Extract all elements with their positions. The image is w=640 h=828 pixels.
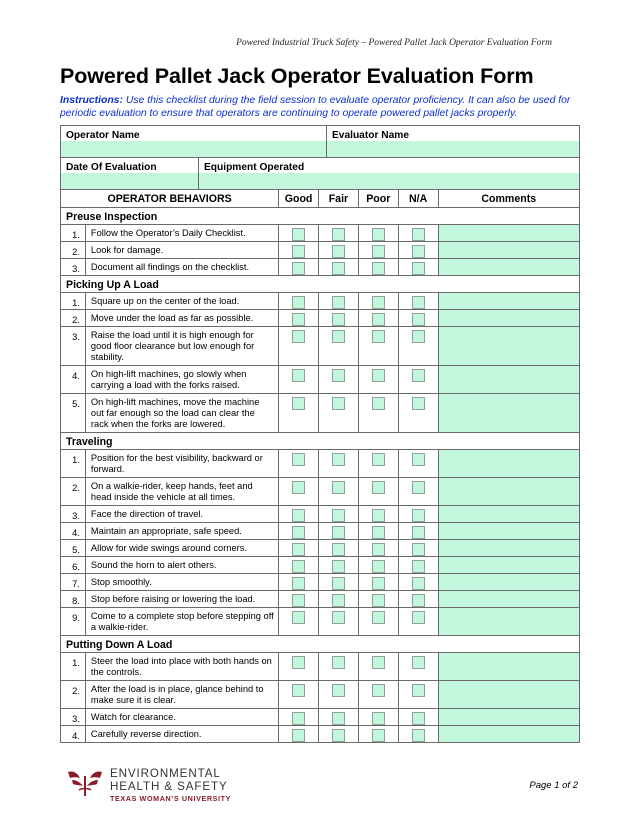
- rating-cell-good: [278, 450, 318, 477]
- equipment-cell: [198, 158, 579, 189]
- rating-cell-poor: [358, 608, 398, 635]
- rating-cell-poor: [358, 366, 398, 393]
- rating-cell-na: [398, 523, 438, 539]
- rating-checkbox-poor[interactable]: [372, 560, 385, 573]
- rating-checkbox-fair[interactable]: [332, 712, 345, 725]
- rating-checkbox-fair[interactable]: [332, 262, 345, 275]
- behavior-text: On high-lift machines, move the machine out far enough so the load can clear the rack when the forks are lowered.: [85, 394, 278, 432]
- rating-checkbox-na[interactable]: [412, 330, 425, 343]
- rating-cell-fair: [318, 242, 358, 258]
- logo-university: TEXAS WOMAN’S UNIVERSITY: [110, 794, 232, 803]
- rating-cell-fair: [318, 506, 358, 522]
- instructions-text: Use this checklist during the field session to evaluate operator proficiency. It can also be used for periodic evaluation to ensure that operators are continuing to operate powered pallet jacks properly.: [60, 95, 571, 119]
- instructions-label: Instructions:: [60, 95, 123, 106]
- rating-checkbox-poor[interactable]: [372, 577, 385, 590]
- comments-field[interactable]: [438, 726, 579, 742]
- item-number: 2.: [72, 247, 80, 257]
- operator-name-label: Operator Name: [66, 130, 140, 141]
- rating-checkbox-good[interactable]: [292, 560, 305, 573]
- rating-checkbox-na[interactable]: [412, 560, 425, 573]
- rating-cell-na: [398, 557, 438, 573]
- rating-cell-good: [278, 259, 318, 275]
- comments-field[interactable]: [438, 653, 579, 680]
- rating-cell-poor: [358, 478, 398, 505]
- rating-cell-poor: [358, 310, 398, 326]
- ehs-emblem-icon: [66, 768, 104, 798]
- rating-checkbox-poor[interactable]: [372, 594, 385, 607]
- rating-checkbox-poor[interactable]: [372, 228, 385, 241]
- rating-cell-poor: [358, 653, 398, 680]
- rating-cell-poor: [358, 709, 398, 725]
- comments-field[interactable]: [438, 681, 579, 708]
- rating-checkbox-poor[interactable]: [372, 369, 385, 382]
- rating-cell-na: [398, 681, 438, 708]
- rating-checkbox-poor[interactable]: [372, 712, 385, 725]
- behavior-text: Document all findings on the checklist.: [85, 259, 278, 275]
- behavior-text: Position for the best visibility, backward or forward.: [85, 450, 278, 477]
- comments-field[interactable]: [438, 506, 579, 522]
- rating-cell-poor: [358, 293, 398, 309]
- rating-cell-good: [278, 327, 318, 365]
- instructions: [60, 95, 590, 120]
- item-number: 4.: [72, 371, 80, 381]
- rating-checkbox-na[interactable]: [412, 509, 425, 522]
- behavior-text: Maintain an appropriate, safe speed.: [85, 523, 278, 539]
- rating-checkbox-fair[interactable]: [332, 577, 345, 590]
- behavior-text: Face the direction of travel.: [85, 506, 278, 522]
- date-of-evaluation-label: Date Of Evaluation: [66, 162, 157, 173]
- rating-checkbox-good[interactable]: [292, 296, 305, 309]
- rating-checkbox-poor[interactable]: [372, 262, 385, 275]
- rating-cell-na: [398, 540, 438, 556]
- behavior-text: Stop smoothly.: [85, 574, 278, 590]
- table-row: [61, 242, 579, 259]
- item-number: 1.: [72, 230, 80, 240]
- rating-cell-na: [398, 478, 438, 505]
- rating-checkbox-na[interactable]: [412, 228, 425, 241]
- comments-field[interactable]: [438, 394, 579, 432]
- comments-field[interactable]: [438, 366, 579, 393]
- rating-cell-poor: [358, 726, 398, 742]
- rating-checkbox-poor[interactable]: [372, 397, 385, 410]
- rating-checkbox-fair[interactable]: [332, 245, 345, 258]
- table-row: [61, 225, 579, 242]
- rating-checkbox-na[interactable]: [412, 656, 425, 669]
- rating-checkbox-na[interactable]: [412, 594, 425, 607]
- rating-cell-na: [398, 310, 438, 326]
- rating-checkbox-good[interactable]: [292, 656, 305, 669]
- rating-checkbox-poor[interactable]: [372, 543, 385, 556]
- rating-cell-fair: [318, 726, 358, 742]
- rating-checkbox-na[interactable]: [412, 577, 425, 590]
- table-row: [61, 293, 579, 310]
- rating-checkbox-fair[interactable]: [332, 481, 345, 494]
- rating-checkbox-fair[interactable]: [332, 453, 345, 466]
- rating-checkbox-good[interactable]: [292, 228, 305, 241]
- rating-checkbox-poor[interactable]: [372, 330, 385, 343]
- rating-cell-fair: [318, 540, 358, 556]
- rating-checkbox-na[interactable]: [412, 729, 425, 742]
- table-row: [61, 478, 579, 506]
- rating-cell-na: [398, 327, 438, 365]
- rating-checkbox-poor[interactable]: [372, 526, 385, 539]
- rating-checkbox-na[interactable]: [412, 611, 425, 624]
- header-na: N/A: [398, 190, 438, 207]
- date-cell: [61, 158, 198, 189]
- rating-cell-good: [278, 709, 318, 725]
- rating-checkbox-fair[interactable]: [332, 509, 345, 522]
- rating-cell-na: [398, 726, 438, 742]
- rating-cell-poor: [358, 681, 398, 708]
- rating-cell-poor: [358, 259, 398, 275]
- rating-checkbox-fair[interactable]: [332, 656, 345, 669]
- rating-cell-fair: [318, 574, 358, 590]
- rating-cell-fair: [318, 293, 358, 309]
- rating-checkbox-good[interactable]: [292, 543, 305, 556]
- item-number: 5.: [72, 399, 80, 409]
- rating-checkbox-fair[interactable]: [332, 611, 345, 624]
- comments-field[interactable]: [438, 557, 579, 573]
- evaluator-name-field[interactable]: [327, 141, 579, 157]
- rating-checkbox-poor[interactable]: [372, 245, 385, 258]
- comments-field[interactable]: [438, 293, 579, 309]
- comments-field[interactable]: [438, 709, 579, 725]
- rating-cell-fair: [318, 591, 358, 607]
- comments-field[interactable]: [438, 608, 579, 635]
- behavior-text: Follow the Operator’s Daily Checklist.: [85, 225, 278, 241]
- rating-cell-poor: [358, 574, 398, 590]
- comments-field[interactable]: [438, 478, 579, 505]
- rating-checkbox-good[interactable]: [292, 684, 305, 697]
- table-row: [61, 506, 579, 523]
- rating-cell-fair: [318, 608, 358, 635]
- rating-checkbox-poor[interactable]: [372, 296, 385, 309]
- rating-checkbox-na[interactable]: [412, 712, 425, 725]
- equipment-operated-label: Equipment Operated: [204, 162, 305, 173]
- rating-checkbox-fair[interactable]: [332, 684, 345, 697]
- rating-cell-poor: [358, 394, 398, 432]
- rating-checkbox-na[interactable]: [412, 296, 425, 309]
- behavior-text: Square up on the center of the load.: [85, 293, 278, 309]
- behavior-text: Sound the horn to alert others.: [85, 557, 278, 573]
- rating-cell-good: [278, 225, 318, 241]
- rating-cell-na: [398, 242, 438, 258]
- rating-checkbox-good[interactable]: [292, 330, 305, 343]
- rating-cell-na: [398, 506, 438, 522]
- rating-checkbox-fair[interactable]: [332, 560, 345, 573]
- header-fair: Fair: [318, 190, 358, 207]
- rating-checkbox-good[interactable]: [292, 397, 305, 410]
- rating-checkbox-poor[interactable]: [372, 481, 385, 494]
- rating-cell-good: [278, 653, 318, 680]
- rating-cell-fair: [318, 557, 358, 573]
- rating-checkbox-good[interactable]: [292, 594, 305, 607]
- rating-cell-fair: [318, 327, 358, 365]
- item-number: 4.: [72, 731, 80, 741]
- rating-cell-good: [278, 366, 318, 393]
- behavior-text: After the load is in place, glance behind to make sure it is clear.: [85, 681, 278, 708]
- rating-cell-fair: [318, 478, 358, 505]
- behavior-text: Watch for clearance.: [85, 709, 278, 725]
- rating-cell-poor: [358, 327, 398, 365]
- behavior-text: Raise the load until it is high enough for good floor clearance but low enough for stability.: [85, 327, 278, 365]
- comments-field[interactable]: [438, 259, 579, 275]
- rating-cell-na: [398, 608, 438, 635]
- date-equipment-row: [61, 158, 579, 190]
- rating-cell-poor: [358, 506, 398, 522]
- logo-line-1: ENVIRONMENTAL: [110, 767, 221, 780]
- logo-line-2: HEALTH & SAFETY: [110, 779, 228, 793]
- rating-checkbox-fair[interactable]: [332, 729, 345, 742]
- rating-checkbox-good[interactable]: [292, 526, 305, 539]
- rating-cell-good: [278, 310, 318, 326]
- header-poor: Poor: [358, 190, 398, 207]
- rating-checkbox-na[interactable]: [412, 684, 425, 697]
- rating-checkbox-na[interactable]: [412, 453, 425, 466]
- rating-cell-good: [278, 608, 318, 635]
- rating-cell-fair: [318, 709, 358, 725]
- date-of-evaluation-field[interactable]: [61, 173, 198, 189]
- rating-cell-good: [278, 242, 318, 258]
- rating-checkbox-fair[interactable]: [332, 313, 345, 326]
- rating-checkbox-fair[interactable]: [332, 543, 345, 556]
- rating-cell-poor: [358, 523, 398, 539]
- table-row: [61, 591, 579, 608]
- rating-cell-na: [398, 293, 438, 309]
- item-number: 3.: [72, 332, 80, 342]
- table-row: [61, 709, 579, 726]
- rating-checkbox-na[interactable]: [412, 245, 425, 258]
- rating-checkbox-na[interactable]: [412, 481, 425, 494]
- item-number: 1.: [72, 455, 80, 465]
- rating-cell-good: [278, 726, 318, 742]
- item-number: 4.: [72, 528, 80, 538]
- header-behaviors: OPERATOR BEHAVIORS: [107, 192, 232, 205]
- rating-checkbox-fair[interactable]: [332, 330, 345, 343]
- rating-checkbox-na[interactable]: [412, 313, 425, 326]
- operator-name-field[interactable]: [61, 141, 326, 157]
- behavior-text: Come to a complete stop before stepping off a walkie-rider.: [85, 608, 278, 635]
- rating-cell-fair: [318, 523, 358, 539]
- rating-checkbox-good[interactable]: [292, 509, 305, 522]
- item-number: 1.: [72, 298, 80, 308]
- section-heading: Traveling: [61, 433, 579, 450]
- running-header: Powered Industrial Truck Safety – Powered Pallet Jack Operator Evaluation Form: [236, 38, 552, 48]
- rating-cell-poor: [358, 557, 398, 573]
- behavior-text: On high-lift machines, go slowly when carrying a load with the forks raised.: [85, 366, 278, 393]
- name-row: [61, 126, 579, 158]
- rating-cell-good: [278, 681, 318, 708]
- rating-checkbox-na[interactable]: [412, 397, 425, 410]
- item-number: 2.: [72, 315, 80, 325]
- rating-checkbox-fair[interactable]: [332, 228, 345, 241]
- comments-field[interactable]: [438, 523, 579, 539]
- rating-cell-na: [398, 394, 438, 432]
- table-row: [61, 608, 579, 636]
- table-row: [61, 681, 579, 709]
- comments-field[interactable]: [438, 574, 579, 590]
- comments-field[interactable]: [438, 225, 579, 241]
- rating-checkbox-good[interactable]: [292, 611, 305, 624]
- rating-checkbox-good[interactable]: [292, 481, 305, 494]
- rating-cell-na: [398, 653, 438, 680]
- table-row: [61, 523, 579, 540]
- rating-cell-na: [398, 574, 438, 590]
- section-heading: Picking Up A Load: [61, 276, 579, 293]
- rating-cell-fair: [318, 394, 358, 432]
- rating-checkbox-poor[interactable]: [372, 729, 385, 742]
- rating-checkbox-good[interactable]: [292, 453, 305, 466]
- operator-name-cell: [61, 126, 326, 157]
- rating-checkbox-good[interactable]: [292, 577, 305, 590]
- comments-field[interactable]: [438, 450, 579, 477]
- table-row: [61, 366, 579, 394]
- rating-cell-fair: [318, 653, 358, 680]
- behavior-sections: [61, 208, 579, 742]
- table-row: [61, 394, 579, 433]
- rating-checkbox-good[interactable]: [292, 313, 305, 326]
- table-row: [61, 574, 579, 591]
- comments-field[interactable]: [438, 242, 579, 258]
- rating-checkbox-na[interactable]: [412, 369, 425, 382]
- rating-cell-fair: [318, 681, 358, 708]
- rating-checkbox-poor[interactable]: [372, 684, 385, 697]
- evaluator-name-label: Evaluator Name: [332, 130, 410, 141]
- rating-cell-na: [398, 225, 438, 241]
- item-number: 3.: [72, 714, 80, 724]
- behavior-text: Look for damage.: [85, 242, 278, 258]
- table-row: [61, 259, 579, 276]
- rating-cell-fair: [318, 366, 358, 393]
- table-row: [61, 653, 579, 681]
- rating-cell-good: [278, 293, 318, 309]
- rating-cell-poor: [358, 242, 398, 258]
- table-row: [61, 540, 579, 557]
- rating-cell-na: [398, 259, 438, 275]
- item-number: 9.: [72, 613, 80, 623]
- item-number: 1.: [72, 658, 80, 668]
- rating-cell-poor: [358, 225, 398, 241]
- item-number: 3.: [72, 264, 80, 274]
- rating-checkbox-poor[interactable]: [372, 453, 385, 466]
- evaluation-form-table: [60, 125, 580, 743]
- ehs-logo-text: [110, 768, 231, 803]
- rating-cell-fair: [318, 225, 358, 241]
- rating-checkbox-good[interactable]: [292, 712, 305, 725]
- item-number: 8.: [72, 596, 80, 606]
- rating-cell-na: [398, 366, 438, 393]
- behavior-text: Steer the load into place with both hands on the controls.: [85, 653, 278, 680]
- rating-cell-good: [278, 478, 318, 505]
- behavior-text: On a walkie-rider, keep hands, feet and head inside the vehicle at all times.: [85, 478, 278, 505]
- rating-checkbox-fair[interactable]: [332, 369, 345, 382]
- item-number: 2.: [72, 483, 80, 493]
- item-number: 3.: [72, 511, 80, 521]
- item-number: 6.: [72, 562, 80, 572]
- table-row: [61, 327, 579, 366]
- rating-checkbox-good[interactable]: [292, 729, 305, 742]
- table-row: [61, 726, 579, 742]
- rating-checkbox-fair[interactable]: [332, 526, 345, 539]
- comments-field[interactable]: [438, 540, 579, 556]
- table-header-row: [61, 190, 579, 208]
- rating-checkbox-na[interactable]: [412, 543, 425, 556]
- equipment-operated-field[interactable]: [199, 173, 579, 189]
- section-heading: Preuse Inspection: [61, 208, 579, 225]
- ehs-logo: [66, 768, 231, 803]
- rating-cell-good: [278, 506, 318, 522]
- rating-checkbox-poor[interactable]: [372, 656, 385, 669]
- behavior-text: Allow for wide swings around corners.: [85, 540, 278, 556]
- rating-cell-good: [278, 394, 318, 432]
- evaluator-name-cell: [326, 126, 579, 157]
- table-row: [61, 557, 579, 574]
- item-number: 2.: [72, 686, 80, 696]
- rating-cell-good: [278, 574, 318, 590]
- rating-cell-na: [398, 709, 438, 725]
- comments-field[interactable]: [438, 310, 579, 326]
- rating-cell-fair: [318, 259, 358, 275]
- comments-field[interactable]: [438, 591, 579, 607]
- rating-cell-fair: [318, 450, 358, 477]
- rating-checkbox-good[interactable]: [292, 245, 305, 258]
- comments-field[interactable]: [438, 327, 579, 365]
- rating-cell-good: [278, 591, 318, 607]
- rating-checkbox-good[interactable]: [292, 369, 305, 382]
- rating-cell-good: [278, 523, 318, 539]
- rating-checkbox-good[interactable]: [292, 262, 305, 275]
- form-title: Powered Pallet Jack Operator Evaluation Form: [60, 64, 534, 88]
- header-good: Good: [278, 190, 318, 207]
- page-number: Page 1 of 2: [529, 780, 578, 791]
- rating-checkbox-fair[interactable]: [332, 296, 345, 309]
- rating-cell-good: [278, 557, 318, 573]
- rating-cell-poor: [358, 591, 398, 607]
- rating-checkbox-poor[interactable]: [372, 611, 385, 624]
- item-number: 7.: [72, 579, 80, 589]
- rating-cell-poor: [358, 450, 398, 477]
- table-row: [61, 310, 579, 327]
- behavior-text: Carefully reverse direction.: [85, 726, 278, 742]
- rating-checkbox-na[interactable]: [412, 262, 425, 275]
- rating-checkbox-fair[interactable]: [332, 594, 345, 607]
- table-row: [61, 450, 579, 478]
- section-heading: Putting Down A Load: [61, 636, 579, 653]
- rating-cell-na: [398, 591, 438, 607]
- rating-cell-fair: [318, 310, 358, 326]
- rating-checkbox-na[interactable]: [412, 526, 425, 539]
- rating-cell-poor: [358, 540, 398, 556]
- rating-checkbox-fair[interactable]: [332, 397, 345, 410]
- item-number: 5.: [72, 545, 80, 555]
- behavior-text: Move under the load as far as possible.: [85, 310, 278, 326]
- header-comments: Comments: [438, 190, 579, 207]
- rating-cell-good: [278, 540, 318, 556]
- rating-checkbox-poor[interactable]: [372, 509, 385, 522]
- behavior-text: Stop before raising or lowering the load.: [85, 591, 278, 607]
- rating-checkbox-poor[interactable]: [372, 313, 385, 326]
- rating-cell-na: [398, 450, 438, 477]
